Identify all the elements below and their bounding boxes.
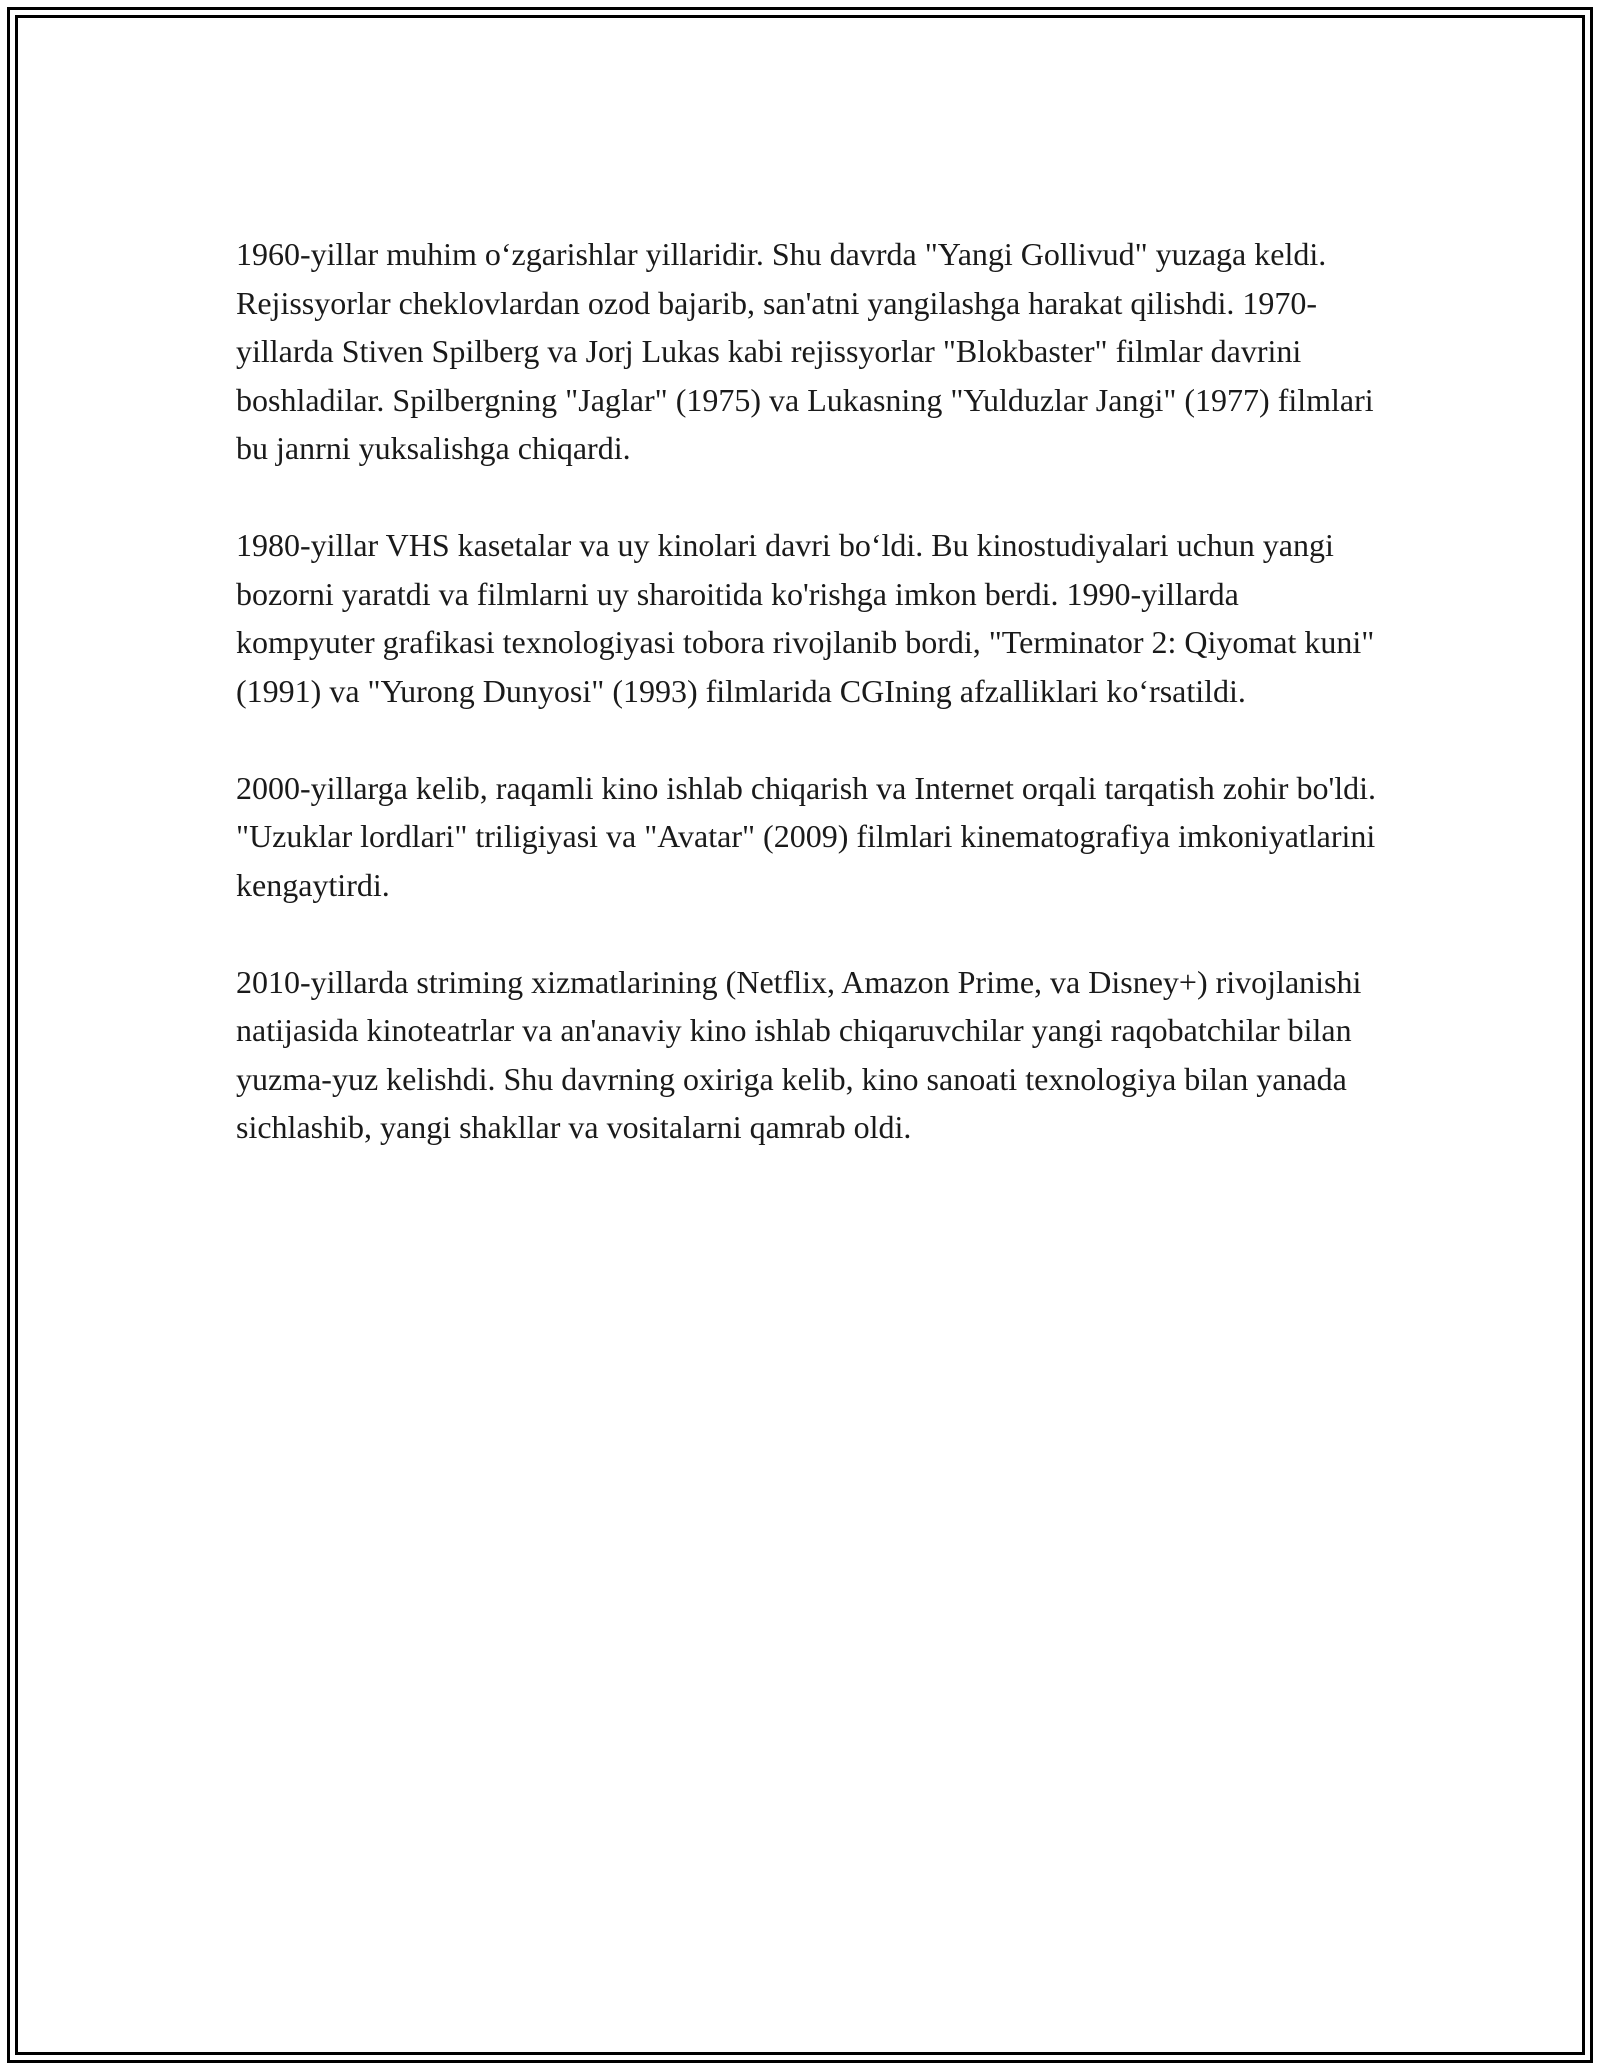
paragraph-1980s: 1980-yillar VHS kasetalar va uy kinolari davri bo‘ldi. Bu kinostudiyalari uchun yangi bozorni yaratdi va filmlarni uy sharoitida ko'rishga imkon berdi. 1990-yillarda kompyuter grafikasi texnologiyasi tobora rivojlanib bordi, "Terminator 2: Qiyomat kuni" (1991) va "Yurong Dunyosi" (1993) filmlarida CGIning afzalliklari ko‘rsatildi. [236, 527, 1375, 709]
paragraph-1960s: 1960-yillar muhim o‘zgarishlar yillaridir. Shu davrda "Yangi Gollivud" yuzaga keldi. Rejissyorlar cheklovlardan ozod bajarib, san'atni yangilashga harakat qilishdi. 1970-yillarda Stiven Spilberg va Jorj Lukas kabi rejissyorlar "Blokbaster" filmlar davrini boshladilar. Spilbergning "Jaglar" (1975) va Lukasning "Yulduzlar Jangi" (1977) filmlari bu janrni yuksalishga chiqardi. [236, 236, 1374, 466]
document-body [236, 230, 1376, 1200]
paragraph-2010s: 2010-yillarda striming xizmatlarining (Netflix, Amazon Prime, va Disney+) rivojlanishi natijasida kinoteatrlar va an'anaviy kino ishlab chiqaruvchilar yangi raqobatchilar bilan yuzma-yuz kelishdi. Shu davrning oxiriga kelib, kino sanoati texnologiya bilan yanada sichlashib, yangi shakllar va vositalarni qamrab oldi. [236, 963, 1362, 1145]
paragraph-2000s: 2000-yillarga kelib, raqamli kino ishlab chiqarish va Internet orqali tarqatish zohir bo'ldi. "Uzuklar lordlari" triligiyasi va "Avatar" (2009) filmlari kinematografiya imkoniyatlarini kengaytirdi. [236, 769, 1376, 903]
